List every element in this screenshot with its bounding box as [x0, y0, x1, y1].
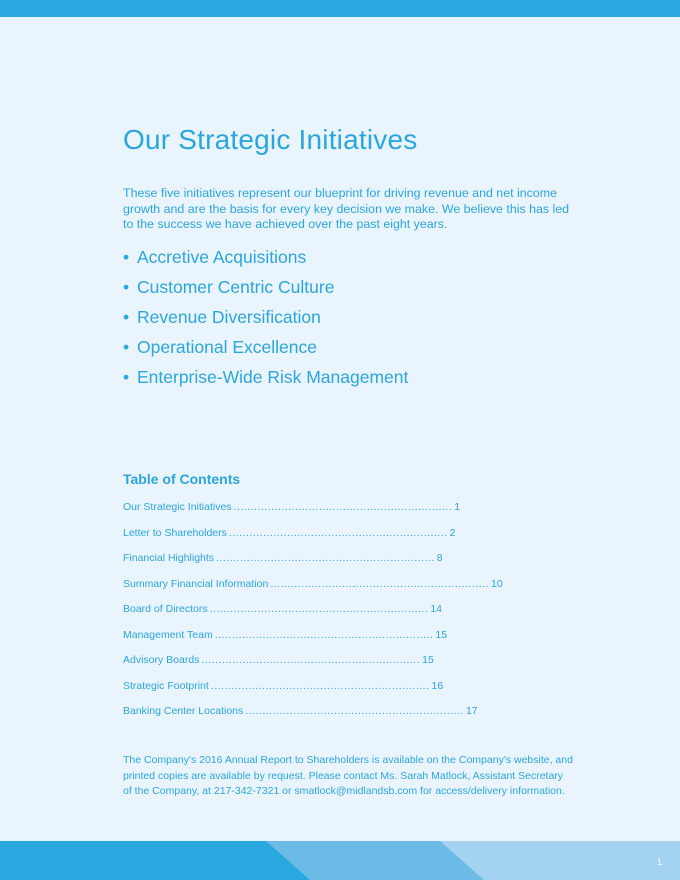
toc-entry-title: Board of Directors [123, 603, 208, 615]
toc-entry-page: 15 [422, 654, 434, 666]
initiative-label: Customer Centric Culture [137, 277, 335, 297]
toc-entry[interactable] [123, 627, 448, 653]
toc-entry[interactable] [123, 703, 478, 729]
toc-entry-page: 14 [430, 603, 443, 615]
initiative-label: Enterprise-Wide Risk Management [137, 367, 409, 387]
toc-entry-page: 10 [491, 577, 503, 590]
toc-entry-page: 15 [435, 628, 448, 641]
initiative-label: Revenue Diversification [137, 307, 321, 327]
toc-entry-title: Summary Financial Information [123, 577, 269, 590]
toc-leader-dots: ................................................................ [245, 705, 464, 717]
toc-entry-title: Management Team [123, 628, 213, 641]
page-title: Our Strategic Initiatives [123, 124, 418, 155]
toc-entry[interactable] [123, 525, 456, 551]
intro-paragraph: These five initiatives represent our blueprint for driving revenue and net income growth and are the basis for every key decision we make. We believe this has led to the success we have achieved over the past eight years. [123, 186, 570, 231]
top-accent-bar [0, 0, 680, 17]
toc-leader-dots: ................................................................ [228, 526, 448, 539]
toc-leader-dots: ................................................................ [216, 552, 435, 564]
toc-entry-title: Advisory Boards [123, 654, 200, 666]
toc-leader-dots: ................................................................ [214, 628, 434, 641]
initiative-item [123, 304, 408, 334]
toc-leader-dots: ................................................................ [233, 501, 453, 513]
toc-heading: Table of Contents [123, 471, 241, 487]
initiative-label: Operational Excellence [137, 337, 317, 357]
band-dark-segment [0, 841, 310, 880]
toc-entry[interactable] [123, 601, 443, 627]
toc-entry[interactable] [123, 652, 434, 678]
toc-leader-dots: ................................................................ [201, 654, 421, 666]
toc-entry-title: Letter to Shareholders [123, 526, 227, 539]
initiative-item [123, 334, 408, 364]
toc-leader-dots: ................................................................ [210, 679, 430, 692]
initiative-item [123, 244, 408, 274]
toc-entry[interactable] [123, 678, 444, 704]
toc-entry[interactable] [123, 499, 461, 525]
toc-entry-page: 2 [449, 526, 456, 539]
toc-entry[interactable] [123, 550, 443, 576]
bullet-icon: • [123, 337, 130, 357]
toc-entry-page: 17 [465, 705, 478, 717]
toc-leader-dots: ................................................................ [270, 577, 490, 590]
bullet-icon: • [123, 367, 130, 387]
table-of-contents [123, 499, 503, 729]
initiative-label: Accretive Acquisitions [137, 247, 307, 267]
toc-entry-page: 16 [431, 679, 444, 692]
initiatives-list [123, 244, 408, 394]
bullet-icon: • [123, 247, 130, 267]
bullet-icon: • [123, 307, 130, 327]
toc-entry-page: 1 [454, 501, 461, 513]
bottom-decorative-band [0, 841, 680, 880]
annual-report-note: The Company's 2016 Annual Report to Shareholders is available on the Company's website, and printed copies are available by request. Please contact Ms. Sarah Matlock, Assistant Secretary of the Company, at 217-342-7321 or smatlock@midlandsb.com for access/delivery information. [123, 754, 573, 797]
toc-entry-title: Financial Highlights [123, 552, 215, 564]
toc-entry-title: Strategic Footprint [123, 679, 209, 692]
toc-entry-page: 8 [436, 552, 443, 564]
bullet-icon: • [123, 277, 130, 297]
toc-entry-title: Banking Center Locations [123, 705, 244, 717]
toc-entry-title: Our Strategic Initiatives [123, 501, 232, 513]
toc-entry[interactable] [123, 576, 503, 602]
initiative-item [123, 364, 408, 394]
page-number: 1 [656, 857, 662, 867]
toc-leader-dots: ................................................................ [209, 603, 429, 615]
initiative-item [123, 274, 408, 304]
